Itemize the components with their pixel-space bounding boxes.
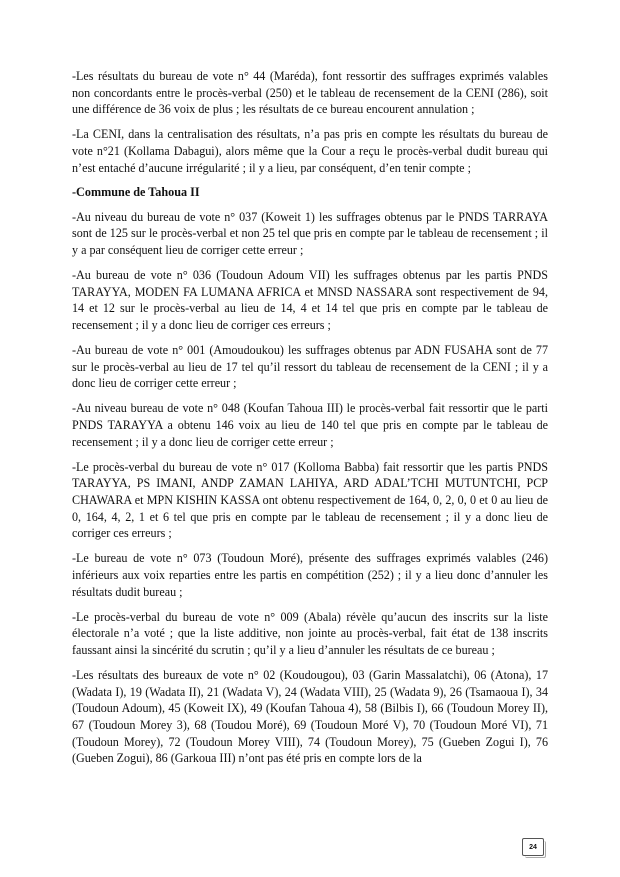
paragraph: -Le bureau de vote n° 073 (Toudoun Moré), présente des suffrages exprimés valables (246) inférieurs aux voix reparties entre les partis en compétition (252) ; il y a lieu donc d’annuler les résultats dudit bureau ; [72,551,548,599]
paragraph: -La CENI, dans la centralisation des résultats, n’a pas pris en compte les résultats du bureau de vote n°21 (Kollama Dabagui), alors même que la Cour a reçu le procès-verbal dudit bureau qui n’est entaché d’aucune irrégularité ; il y a lieu, par conséquent, d’en tenir compte ; [72,127,548,175]
section-heading: -Commune de Tahoua II [72,184,200,199]
page-number: 24 [522,838,544,856]
paragraph: -Les résultats des bureaux de vote n° 02 (Koudougou), 03 (Garin Massalatchi), 06 (Atona), 17 (Wadata I), 19 (Wadata II), 21 (Wadata V), 24 (Wadata VIII), 25 (Wadata 9), 26 (Tsamaoua I), 34 (Toudoun Adoum), 45 (Koweit IX), 49 (Koufan Tahoua 4), 58 (Bilbis I), 66 (Toudoun Morey II), 67 (Toudoun Morey 3), 68 (Toudou Moré), 69 (Toudoun Moré V), 70 (Toudoun Moré VI), 71 (Toudoun Morey), 72 (Toudoun Morey VIII), 74 (Toudoun Morey), 75 (Gueben Zogui I), 76 (Gueben Zogui), 86 (Garkoua III) n’ont pas été pris en compte lors de la [72,668,548,766]
paragraph: -Le procès-verbal du bureau de vote n° 017 (Kolloma Babba) fait ressortir que les partis PNDS TARAYYA, PS IMANI, ANDP ZAMAN LAHIYA, ARD ADAL’TCHI MUTUNTCHI, PCP CHAWARA et MPN KISHIN KASSA ont obtenu respectivement de 164, 0, 2, 0, 0 et 0 au lieu de 0, 164, 4, 2, 1 et 6 tel que pris en compte par le tableau de recensement ; il y a donc lieu de corriger ces erreurs ; [72,459,548,541]
paragraph: -Les résultats du bureau de vote n° 44 (Maréda), font ressortir des suffrages exprimés valables non concordants entre le procès-verbal (250) et le tableau de recensement de la CENI (286), soit une différence de 36 voix de plus ; les résultats de ce bureau encourent annulation ; [72,69,548,117]
document-body [72,68,548,775]
paragraph: -Au bureau de vote n° 001 (Amoudoukou) les suffrages obtenus par ADN FUSAHA sont de 77 sur le procès-verbal au lieu de 17 tel qu’il ressort du tableau de recensement de la CENI ; il y a donc lieu de corriger cette erreur ; [72,343,548,391]
paragraph: -Le procès-verbal du bureau de vote n° 009 (Abala) révèle qu’aucun des inscrits sur la liste électorale n’a voté ; que la liste additive, non jointe au procès-verbal, fait état de 138 inscrits faussant ainsi la sincérité du scrutin ; qu’il y a lieu d’annuler les résultats de ce bureau ; [72,609,548,657]
paragraph: -Au bureau de vote n° 036 (Toudoun Adoum VII) les suffrages obtenus par les partis PNDS TARAYYA, MODEN FA LUMANA AFRICA et MNSD NASSARA sont respectivement de 94, 14 et 12 sur le procès-verbal au lieu de 14, 4 et 14 tel que pris en compte par le tableau de recensement ; il y a donc lieu de corriger ces erreurs ; [72,268,548,332]
paragraph: -Au niveau du bureau de vote n° 037 (Koweit 1) les suffrages obtenus par le PNDS TARRAYA sont de 125 sur le procès-verbal et non 25 tel que pris en compte par le tableau de recensement ; il y a par conséquent lieu de corriger cette erreur ; [72,209,548,257]
paragraph: -Au niveau bureau de vote n° 048 (Koufan Tahoua III) le procès-verbal fait ressortir que le parti PNDS TARAYYA a obtenu 146 voix au lieu de 140 tel que pris en compte par le tableau de recensement ; il y a donc lieu de corriger cette erreur ; [72,401,548,449]
